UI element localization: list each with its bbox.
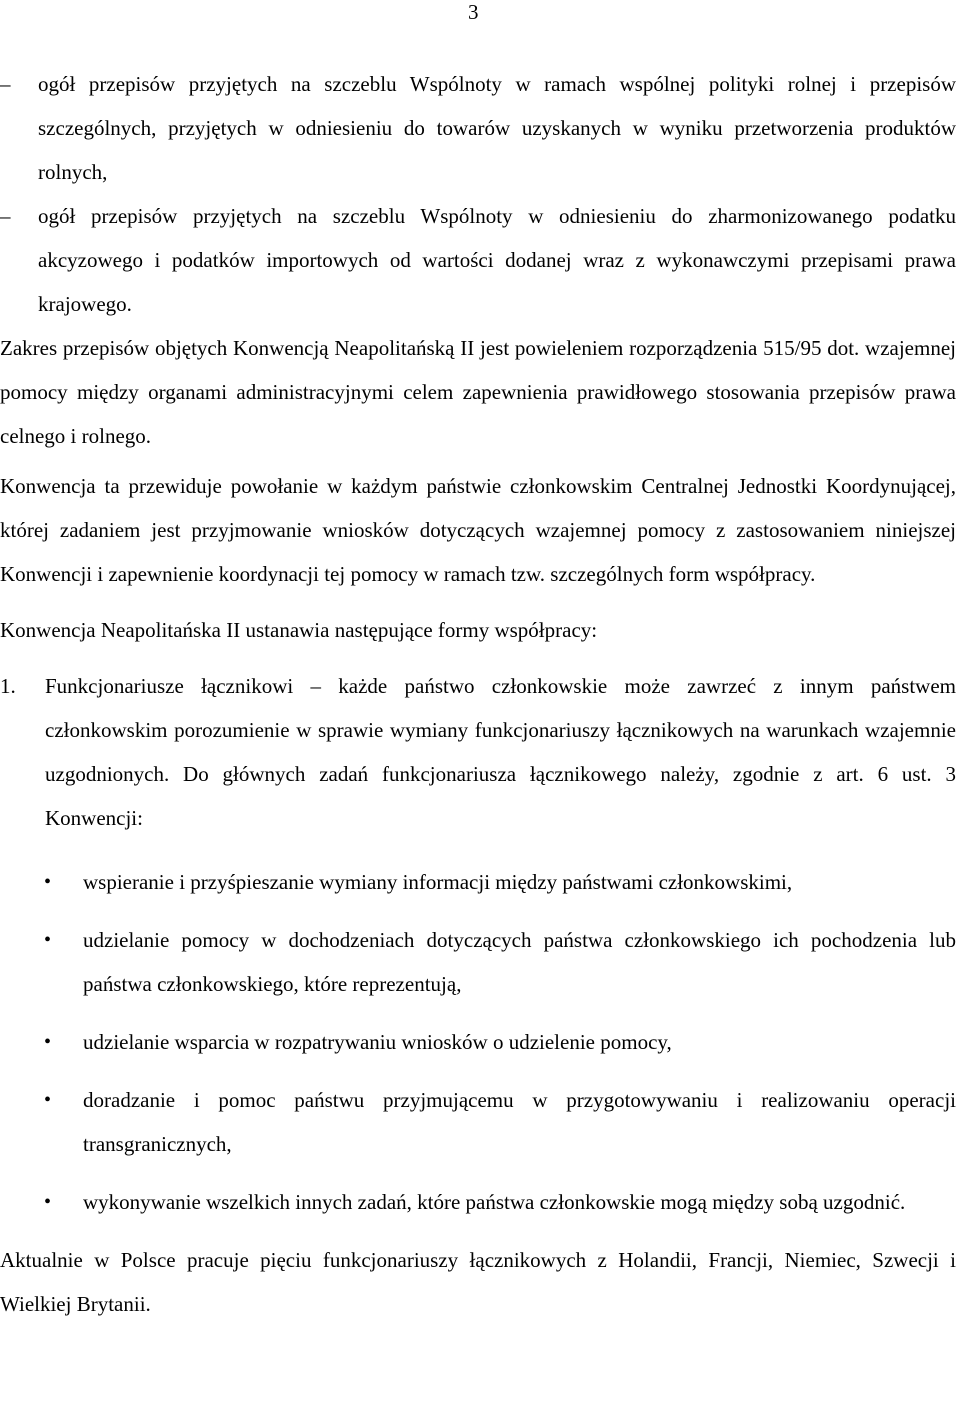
bullet-list-item [0, 1078, 956, 1166]
bullet-list-item [0, 860, 956, 904]
numbered-item-text: Funkcjonariusze łącznikowi – każde państwo członkowskie może zawrzeć z innym państwem członkowskim porozumienie w sprawie wymiany funkcjonariuszy łącznikowych na warunkach wzajemnie uzgodnionych. Do głównych zadań funkcjonariusza łącznikowego należy, zgodnie z art. 6 ust. 3 Konwencji: [45, 674, 956, 830]
paragraph-poland: Aktualnie w Polsce pracuje pięciu funkcjonariuszy łącznikowych z Holandii, Francji, Niemiec, Szwecji i Wielkiej Brytanii. [0, 1248, 956, 1316]
dash-item-text: ogół przepisów przyjętych na szczeblu Wspólnoty w ramach wspólnej polityki rolnej i przepisów szczególnych, przyjętych w odniesieniu do towarów uzyskanych w wyniku przetworzenia produktów rolnych, [38, 72, 956, 184]
dash-list-item [0, 62, 956, 194]
bullet-item-text: wspieranie i przyśpieszanie wymiany informacji między państwami członkowskimi, [83, 870, 793, 894]
bullet-marker: • [44, 929, 52, 951]
bullet-marker: • [44, 1191, 52, 1213]
dash-marker: – [0, 204, 11, 228]
numbered-list-item [0, 664, 956, 840]
bullet-marker: • [44, 1089, 52, 1111]
bullet-list-item [0, 918, 956, 1006]
bullet-marker: • [44, 1031, 52, 1053]
page-number: 3 [468, 0, 479, 24]
bullet-marker: • [44, 871, 52, 893]
bullet-item-text: doradzanie i pomoc państwu przyjmującemu w przygotowywaniu i realizowaniu operacji transgranicznych, [83, 1088, 956, 1156]
bullet-list [0, 860, 956, 1224]
item-number: 1. [0, 674, 16, 698]
bullet-item-text: wykonywanie wszelkich innych zadań, które państwa członkowskie mogą między sobą uzgodnić. [83, 1190, 906, 1214]
paragraph-scope: Zakres przepisów objętych Konwencją Neapolitańską II jest powieleniem rozporządzenia 515/95 dot. wzajemnej pomocy między organami administracyjnymi celem zapewnienia prawidłowego stosowania przepisów prawa celnego i rolnego. [0, 336, 956, 448]
paragraph-forms: Konwencja Neapolitańska II ustanawia następujące formy współpracy: [0, 618, 598, 642]
paragraph-convention: Konwencja ta przewiduje powołanie w każdym państwie członkowskim Centralnej Jednostki Koordynującej, której zadaniem jest przyjmowanie wniosków dotyczących wzajemnej pomocy z zastosowaniem niniejszej Konwencji i zapewnienie koordynacji tej pomocy w ramach tzw. szczególnych form współpracy. [0, 474, 956, 586]
dash-list-item [0, 194, 956, 326]
dash-item-text: ogół przepisów przyjętych na szczeblu Wspólnoty w odniesieniu do zharmonizowanego podatku akcyzowego i podatków importowych od wartości dodanej wraz z wykonawczymi przepisami prawa krajowego. [38, 204, 956, 316]
document-body [0, 62, 956, 1326]
bullet-item-text: udzielanie pomocy w dochodzeniach dotyczących państwa członkowskiego ich pochodzenia lub państwa członkowskiego, które reprezentują, [83, 928, 956, 996]
dash-marker: – [0, 72, 11, 96]
bullet-list-item [0, 1180, 956, 1224]
bullet-item-text: udzielanie wsparcia w rozpatrywaniu wniosków o udzielenie pomocy, [83, 1030, 672, 1054]
bullet-list-item [0, 1020, 956, 1064]
